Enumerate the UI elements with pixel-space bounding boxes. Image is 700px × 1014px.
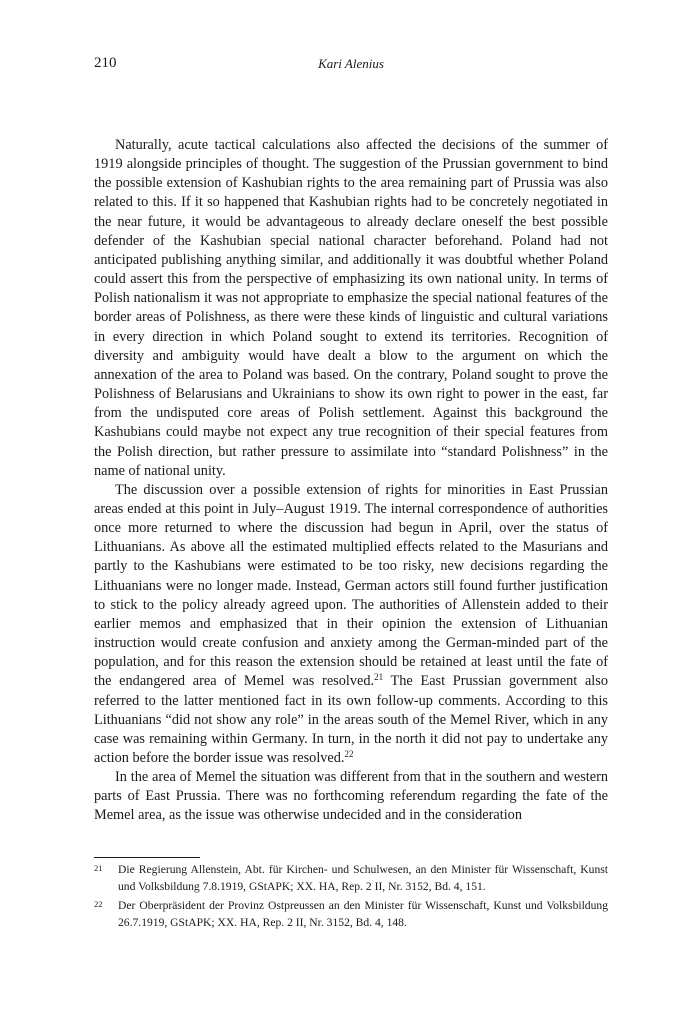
footnote-text: Die Regierung Allenstein, Abt. für Kirchen- und Schulwesen, an den Minister für Wissenschaft, Kunst und Volksbildung 7.8.1919, GStAPK; XX. HA, Rep. 2 II, Nr. 3152, Bd. 4, 151. xyxy=(118,863,608,893)
footnote-text: Der Oberpräsident der Provinz Ostpreussen an den Minister für Wissenschaft, Kunst und Volksbildung 26.7.1919, GStAPK; XX. HA, Rep. 2 II, Nr. 3152, Bd. 4, 148. xyxy=(118,899,608,929)
footnote-divider xyxy=(94,857,200,858)
paragraph-text: The East Prussian government also referred to the latter mentioned fact in its own follow-up comments. According to this Lithuanians “did not show any role” in the areas south of the Memel River, which in any case was remaining within Germany. In turn, in the north it did not pay to undertake any action before the border issue was resolved. xyxy=(94,673,608,766)
paragraph xyxy=(94,481,608,768)
footnote-number: 21 xyxy=(94,863,103,873)
running-head-author: Kari Alenius xyxy=(318,56,384,71)
running-head xyxy=(94,55,608,75)
paragraph xyxy=(94,768,608,825)
footnote-number: 22 xyxy=(94,899,103,909)
paragraph-text: The discussion over a possible extension of rights for minorities in East Prussian areas ended at this point in July–August 1919. The internal correspondence of authorities once more returned to where the discussion had begun in April, over the status of Lithuanians. As above all the estimated multiplied effects related to the Masurians and partly to the Kashubians were estimated to be too risky, new decisions regarding the Lithuanians were no longer made. Instead, German actors still found further justification to stick to the policy already agreed upon. The authorities of Allenstein added to their earlier memos and emphasized that in their opinion the extension of Lithuanian instruction would create confusion and anxiety among the German-minded part of the population, and for this reason the extension should be retained at least until the fate of the endangered area of Memel was resolved. xyxy=(94,481,608,690)
footnotes xyxy=(94,862,608,931)
footnote-reference[interactable]: 21 xyxy=(374,672,384,683)
body-text xyxy=(94,136,608,826)
footnote-reference[interactable]: 22 xyxy=(344,749,354,759)
paragraph-text: Naturally, acute tactical calculations also affected the decisions of the summer of 1919 alongside principles of thought. The suggestion of the Prussian government to bind the possible extension of Kashubian rights to the area remaining part of Prussia was also related to this. If it so happened that Kashubian rights had to be concretely negotiated in the near future, it would be advantageous to already declare oneself the best possible defender of the Kashubian special national character beforehand. Poland had not anticipated publishing anything similar, and additionally it was doubtful whether Poland could assert this from the perspective of emphasizing its own national unity. In terms of Polish nationalism it was not appropriate to emphasize the special national features of the border areas of Polishness, as there were these kinds of linguistic and cultural variations in every direction in which Poland sought to extend its territories. Recognition of diversity and ambiguity would have dealt a blow to the argument on which the annexation of the area to Poland was based. On the contrary, Poland sought to prove the Polishness of Belarusians and Ukrainians to show its own right to power in the east, far from the undisputed core areas of Polish settlement. Against this background the Kashubians could maybe not expect any true recognition of their special features from the Polish direction, but rather pressure to assimilate into “standard Polishness” in the name of national unity. xyxy=(94,137,608,479)
paragraph xyxy=(94,136,608,481)
page-number: 210 xyxy=(94,55,117,71)
paragraph-text: In the area of Memel the situation was different from that in the southern and western parts of East Prussia. There was no forthcoming referendum regarding the fate of the Memel area, as the issue was otherwise undecided and in the consideration xyxy=(94,769,608,824)
footnote xyxy=(94,862,608,895)
footnote xyxy=(94,898,608,931)
